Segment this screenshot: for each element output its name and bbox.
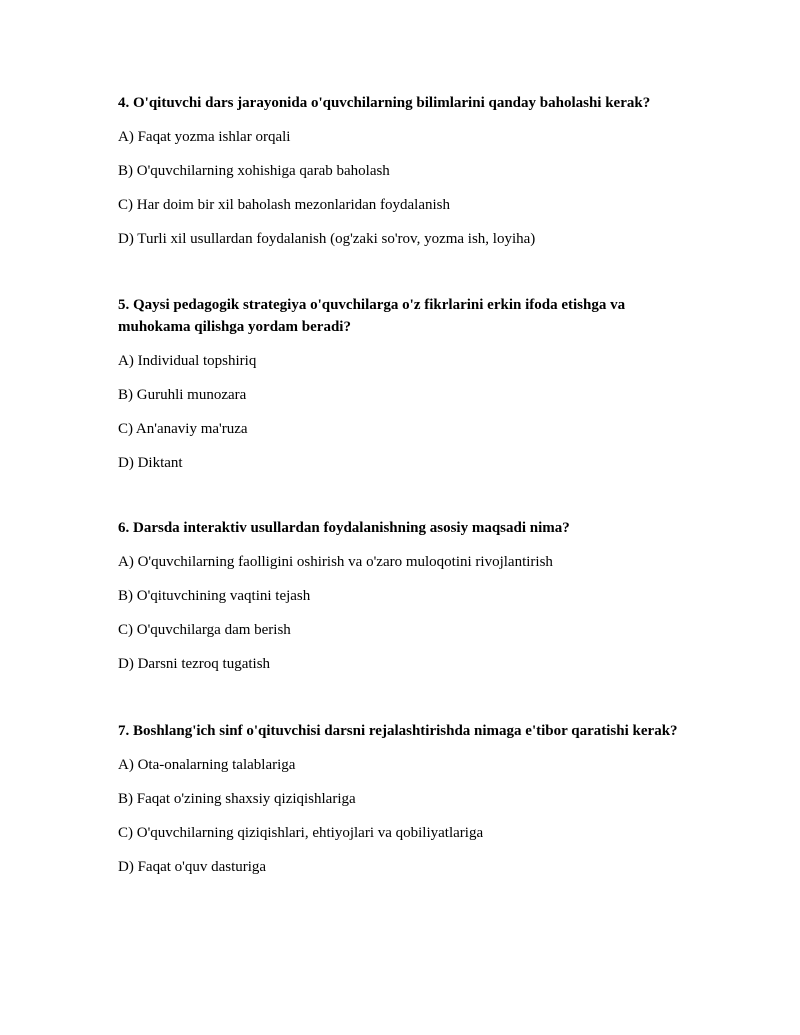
- option-c: C) O'quvchilarga dam berish: [118, 622, 291, 638]
- question-title: 6. Darsda interaktiv usullardan foydalanishning asosiy maqsadi nima?: [118, 520, 570, 536]
- option-c: C) Har doim bir xil baholash mezonlaridan foydalanish: [118, 197, 450, 213]
- option-d: D) Darsni tezroq tugatish: [118, 656, 271, 672]
- option-a: A) Ota-onalarning talablariga: [118, 757, 296, 773]
- option-c: C) O'quvchilarning qiziqishlari, ehtiyojlari va qobiliyatlariga: [118, 825, 484, 841]
- option-d: D) Diktant: [118, 455, 183, 471]
- option-b: B) Faqat o'zining shaxsiy qiziqishlariga: [118, 791, 356, 807]
- option-b: B) Guruhli munozara: [118, 387, 247, 403]
- option-a: A) Individual topshiriq: [118, 353, 257, 369]
- option-d: D) Turli xil usullardan foydalanish (og'zaki so'rov, yozma ish, loyiha): [118, 231, 536, 247]
- question-5: [118, 294, 688, 474]
- question-title: 4. O'qituvchi dars jarayonida o'quvchilarning bilimlarini qanday baholashi kerak?: [118, 95, 651, 111]
- option-a: A) Faqat yozma ishlar orqali: [118, 129, 291, 145]
- question-6: [118, 517, 688, 675]
- question-title: 5. Qaysi pedagogik strategiya o'quvchilarga o'z fikrlarini erkin ifoda etishga va muhokama qilishga yordam beradi?: [118, 297, 626, 335]
- option-b: B) O'quvchilarning xohishiga qarab baholash: [118, 163, 390, 179]
- option-d: D) Faqat o'quv dasturiga: [118, 859, 267, 875]
- question-7: [118, 720, 688, 878]
- option-c: C) An'anaviy ma'ruza: [118, 421, 248, 437]
- option-a: A) O'quvchilarning faolligini oshirish va o'zaro muloqotini rivojlantirish: [118, 554, 553, 570]
- option-b: B) O'qituvchining vaqtini tejash: [118, 588, 311, 604]
- question-4: [118, 92, 688, 250]
- question-title: 7. Boshlang'ich sinf o'qituvchisi darsni rejalashtirishda nimaga e'tibor qaratishi kerak?: [118, 723, 678, 739]
